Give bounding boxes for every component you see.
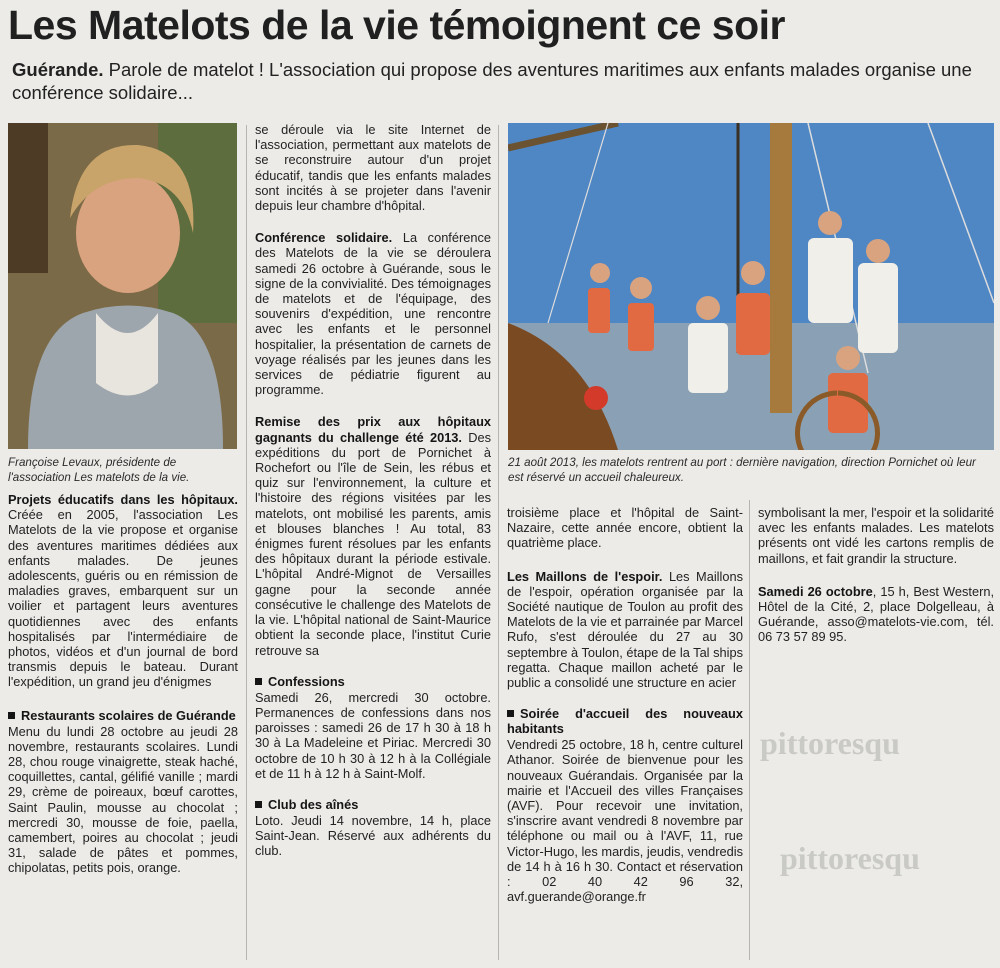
section-title: Conférence solidaire. (255, 230, 393, 246)
rubric-text: Loto. Jeudi 14 novembre, 14 h, place Saint-Jean. Réservé aux adhérents du club. (255, 812, 491, 859)
section-text: Des expéditions du port de Pornichet à Rochefort ou l'île de Sein, les rébus et quiz sur l'environnement, la culture et l'histoire des régions visitées par les matelots, ont mobilisé les parents, amis et blouses blanches ! Au total, 83 énigmes furent résolues par les enfants des hôpitaux durant la période estivale. L'hôpital André-Mignot de Versailles gagne pour la seconde année consécutive le challenge des Matelots de la vie. L'hôpital national de Saint-Maurice obtient la seconde place, l'institut Curie retrouve sa (255, 429, 491, 658)
show-through-text: pittoresqu (760, 725, 900, 761)
section-text: Les Maillons de l'espoir, opération organisée par la Société nautique de Toulon au profit des Matelots de la vie et parrainée par Marcel Rufo, s'est déroulée du 27 au 30 septembre à Toulon, étape de la Tal ships regatta. Chaque maillon acheté par le public a consolidé une structure en acier (507, 568, 743, 691)
column-4 (758, 505, 994, 649)
section-title: Remise des prix aux hôpitaux gagnants du challenge été 2013. (255, 414, 491, 445)
rubric-text: Menu du lundi 28 octobre au jeudi 28 novembre, restaurants scolaires. Lundi 28, chou rouge vinaigrette, steak haché, coquillettes, cantal, gélifié vanille ; mardi 29, crème de poireaux, bœuf carottes, Saint Paulin, mousse au chocolat ; mercredi 30, mousse de foie, paella, camembert, poires au chocolat ; jeudi 31, salade de pâtes et pommes, chipolatas, petits pois, orange. (8, 723, 238, 876)
info-text: , 15 h, Best Western, Hôtel de la Cité, 2, place Dolgelleau, à Guérande, asso@matelots-vie.com, tél. 06 73 57 89 95. (758, 583, 994, 645)
info-date: Samedi 26 octobre (758, 583, 873, 599)
rubric-title: Club des aînés (255, 797, 491, 812)
portrait-photo (8, 123, 237, 449)
lead-text: Parole de matelot ! L'association qui propose des aventures maritimes aux enfants malades organise une conférence solidaire... (12, 59, 972, 103)
section-text: La conférence des Matelots de la vie se déroulera samedi 26 octobre à Guérande, sous le signe de la convivialité. Des témoignages de matelots et de l'équipage, des souvenirs d'expédition, une rencontre avec les enfants et le personnel hospitalier, la présentation de carnets de voyage réalisés par les jeunes dans les services de pédiatrie figurent au programme. (255, 230, 491, 398)
column-divider (498, 125, 499, 960)
portrait-illustration (8, 123, 237, 449)
article-continuation: se déroule via le site Internet de l'association, permettant aux matelots de se reconstruire autour d'un projet éducatif, tandis que les enfants malades sont incités à se projeter dans l'avenir depuis leur chambre d'hôpital. (255, 122, 491, 214)
column-divider (246, 125, 247, 960)
rubric-title: Restaurants scolaires de Guérande (8, 708, 238, 723)
lead-place: Guérande. (12, 59, 104, 80)
article-continuation: troisième place et l'hôpital de Saint-Nazaire, cette année encore, obtient la quatrième place. (507, 505, 743, 551)
rubric-text: Samedi 26, mercredi 30 octobre. Permanences de confessions dans nos paroisses : samedi 26 de 17 h 30 à 18 h 30 à La Madeleine et Piriac. Mercredi 30 octobre de 10 h 30 à 12 h à la Collégiale et de 11 h à 12 h à Saint-Molf. (255, 689, 491, 781)
section-title: Projets éducatifs dans les hôpitaux. (8, 492, 238, 507)
square-bullet-icon (255, 678, 262, 685)
article-section (8, 492, 238, 690)
square-bullet-icon (255, 801, 262, 808)
column-divider (749, 500, 750, 960)
section-title: Les Maillons de l'espoir. (507, 568, 663, 584)
rubric-title: Confessions (255, 674, 491, 689)
square-bullet-icon (507, 710, 514, 717)
rubric-text: Vendredi 25 octobre, 18 h, centre culturel Athanor. Soirée de bienvenue pour les nouveaux Guérandais. Organisée par la mairie et l'Accueil des villes Françaises (AVF). Pour recevoir une invitation, s'inscrire avant vendredi 8 novembre par téléphone ou mail ou à l'AVF, 11, rue Victor-Hugo, les mardis, jeudis, vendredis de 14 h à 16 h 30. Contact et réservation : 02 40 42 96 32, avf.guerande@orange.fr (507, 737, 743, 905)
crew-photo (508, 123, 994, 450)
article-section (507, 569, 743, 691)
page-title: Les Matelots de la vie témoignent ce soir (8, 2, 785, 48)
crew-illustration (508, 123, 994, 450)
portrait-caption: Françoise Levaux, présidente de l'association Les matelots de la vie. (8, 456, 190, 484)
show-through-text: pittoresqu (780, 840, 920, 876)
rubric-title: Soirée d'accueil des nouveaux habitants (507, 706, 743, 737)
column-2 (255, 122, 491, 863)
column-1 (8, 492, 238, 880)
section-text: Créée en 2005, l'association Les Matelots de la vie propose et organise des aventures maritimes dédiées aux enfants malades. De jeunes adolescents, guéris ou en rémission de maladies graves, embarquent sur un voilier et partagent leurs aventures quotidiennes avec des enfants hospitalisés par l'intermédiaire de photos, vidéos et d'un journal de bord transmis depuis le bateau. Durant l'expédition, un grand jeu d'énigmes (8, 507, 238, 690)
crew-caption: 21 août 2013, les matelots rentrent au port : dernière navigation, direction Pornichet où leur est réservé un accueil chaleureux. (508, 456, 976, 484)
article-continuation: symbolisant la mer, l'espoir et la solidarité avec les enfants malades. Les matelots présents ont vidé les cartons remplis de maillons, et fait grandir la structure. (758, 505, 994, 566)
article-section (255, 414, 491, 657)
article-section (255, 230, 491, 397)
square-bullet-icon (8, 712, 15, 719)
lead-paragraph (12, 58, 972, 104)
practical-info (758, 584, 994, 645)
column-3 (507, 505, 743, 908)
